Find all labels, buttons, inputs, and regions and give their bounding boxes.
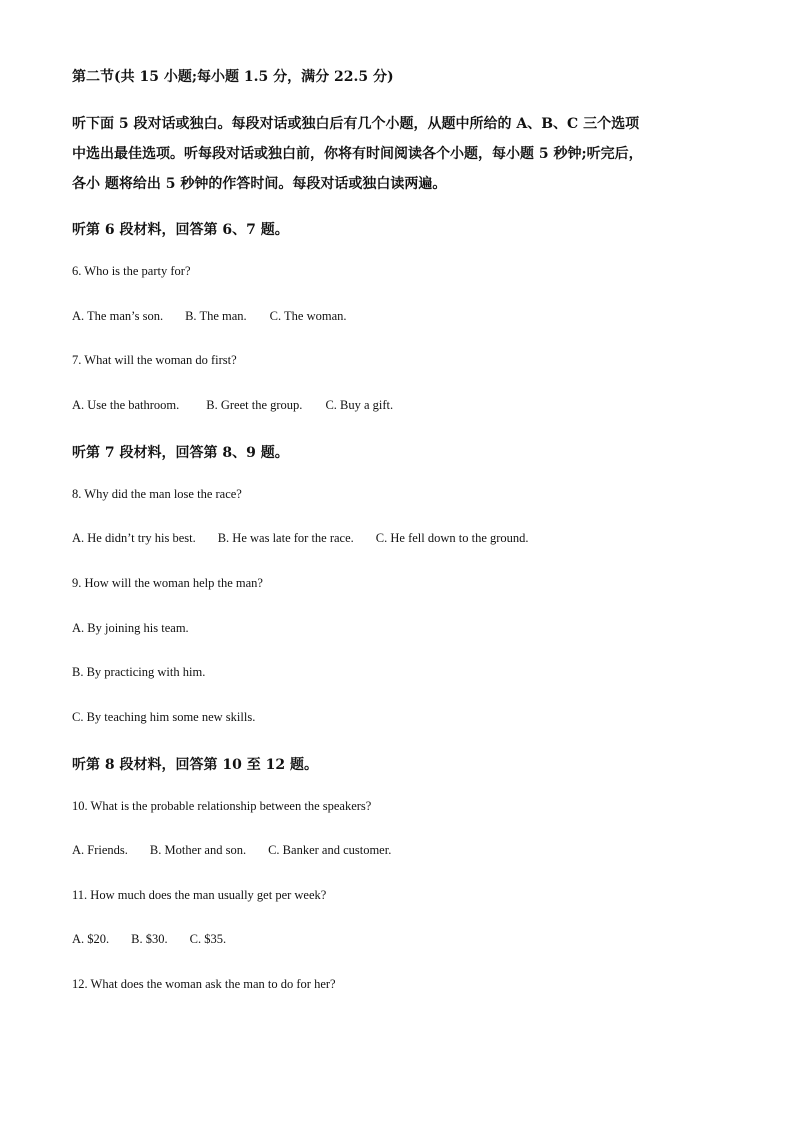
question-6-options: [72, 309, 347, 324]
question-11-option-a: A. $20.: [72, 932, 110, 946]
group-heading-8: 听第 8 段材料，回答第 10 至 12 题。: [72, 757, 318, 773]
question-7-stem: 7. What will the woman do first?: [72, 353, 237, 367]
instruction-line-2: 中选出最佳选项。听每段对话或独白前，你将有时间阅读各个小题，每小题 5 秒钟;听完后，: [72, 146, 643, 162]
question-7-options: [72, 398, 393, 413]
question-6-option-c: C. The woman.: [269, 309, 347, 323]
question-10-option-b: B. Mother and son.: [149, 843, 247, 857]
question-10-options: [72, 843, 391, 858]
question-8-stem: 8. Why did the man lose the race?: [72, 487, 242, 501]
question-7-option-b: B. Greet the group.: [206, 398, 303, 412]
group-heading-6: 听第 6 段材料，回答第 6、7 题。: [72, 222, 289, 238]
question-11-option-c: C. $35.: [189, 932, 227, 946]
question-9-option-b: B. By practicing with him.: [72, 665, 206, 679]
question-8-option-c: C. He fell down to the ground.: [375, 531, 529, 545]
question-7-option-a: A. Use the bathroom.: [72, 398, 180, 412]
question-8-options: [72, 531, 529, 546]
question-10-option-a: A. Friends.: [72, 843, 128, 857]
question-6-option-a: A. The man’s son.: [72, 309, 164, 323]
question-10-option-c: C. Banker and customer.: [268, 843, 392, 857]
instruction-line-1: 听下面 5 段对话或独白。每段对话或独白后有几个小题，从题中所给的 A、B、C 三个选项: [72, 116, 640, 132]
question-10-stem: 10. What is the probable relationship between the speakers?: [72, 799, 372, 813]
question-9-option-a: A. By joining his team.: [72, 621, 189, 635]
question-9-option-c: C. By teaching him some new skills.: [72, 710, 256, 724]
group-heading-7: 听第 7 段材料，回答第 8、9 题。: [72, 445, 289, 461]
question-9-stem: 9. How will the woman help the man?: [72, 576, 263, 590]
question-12-stem: 12. What does the woman ask the man to do for her?: [72, 977, 336, 991]
question-11-stem: 11. How much does the man usually get per week?: [72, 888, 327, 902]
question-7-option-c: C. Buy a gift.: [325, 398, 394, 412]
question-8-option-b: B. He was late for the race.: [217, 531, 354, 545]
question-8-option-a: A. He didn’t try his best.: [72, 531, 196, 545]
question-6-stem: 6. Who is the party for?: [72, 264, 191, 278]
section-title: 第二节(共 15 小题;每小题 1.5 分，满分 22.5 分): [72, 69, 394, 85]
instruction-line-3: 各小 题将给出 5 秒钟的作答时间。每段对话或独白读两遍。: [72, 176, 447, 192]
question-6-option-b: B. The man.: [185, 309, 247, 323]
question-11-option-b: B. $30.: [131, 932, 168, 946]
question-11-options: [72, 932, 226, 947]
